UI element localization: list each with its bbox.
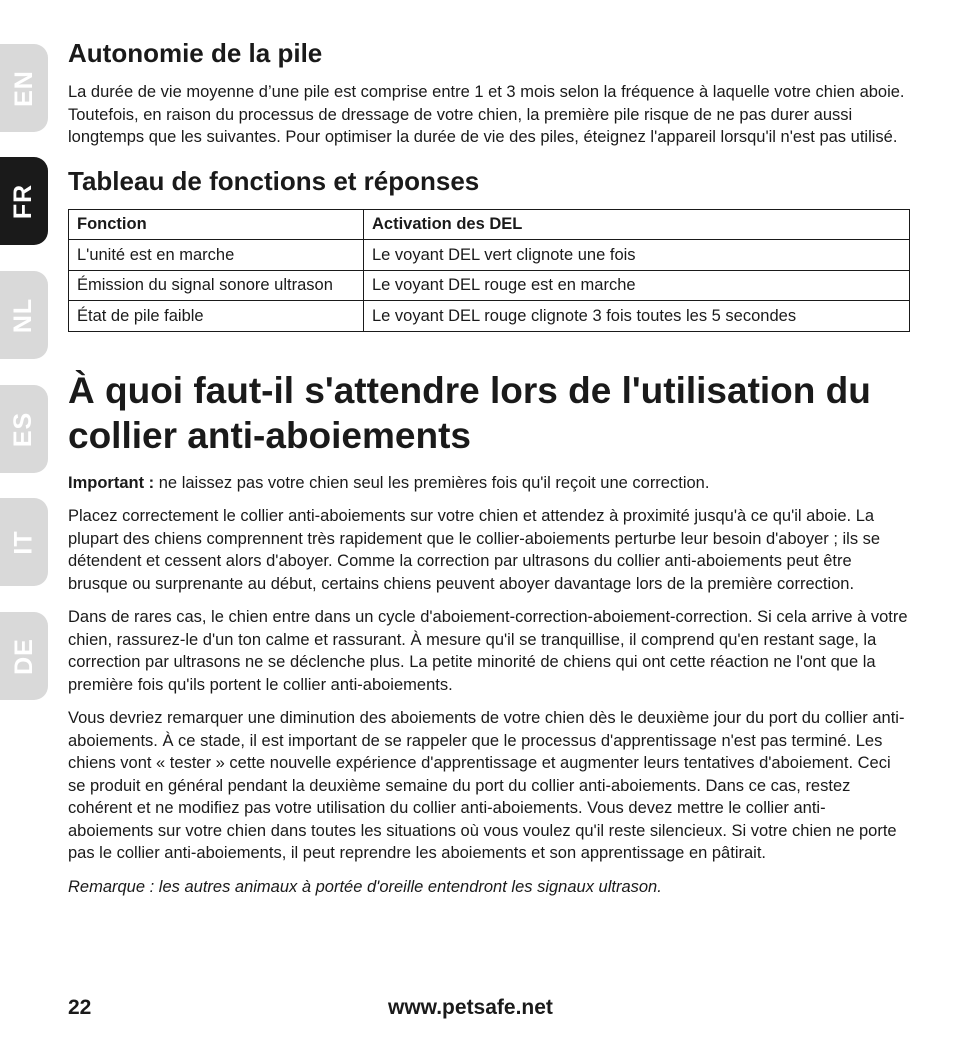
lang-tab-label: ES	[9, 411, 38, 447]
lang-tab-de[interactable]	[0, 612, 48, 700]
table-header-row	[69, 209, 910, 240]
function-table-heading: Tableau de fonctions et réponses	[68, 165, 480, 196]
note-paragraph: Remarque : les autres animaux à portée d'oreille entendront les signaux ultrason.	[68, 877, 662, 896]
table-row	[69, 270, 910, 301]
function-table	[68, 209, 910, 332]
function-table-section	[68, 166, 910, 332]
table-cell: Émission du signal sonore ultrason	[69, 270, 364, 301]
lang-tab-nl[interactable]	[0, 271, 48, 359]
lang-tab-label: EN	[9, 69, 38, 107]
body-paragraph-1: Placez correctement le collier anti-aboiements sur votre chien et attendez à proximité jusqu'à ce qu'il aboie. La plupart des chiens comprennent très rapidement que le collier-aboiements perturbe leur besoin d'aboyer ; ils se détendent et cessent alors d'aboyer. Comme la correction par ultrasons du collier anti-aboiements peut être brusque ou surprenante au début, certains chiens peuvent aboyer davantage lors de la première correction.	[68, 507, 881, 593]
table-row	[69, 240, 910, 271]
lang-tab-es[interactable]	[0, 385, 48, 473]
table-cell: État de pile faible	[69, 301, 364, 332]
battery-paragraph: La durée de vie moyenne d’une pile est comprise entre 1 et 3 mois selon la fréquence à laquelle votre chien aboie. Toutefois, en raison du processus de dressage de votre chien, la première pile risque de ne pas durer aussi longtemps que les suivantes. Pour optimiser la durée de vie des piles, éteignez l'appareil lorsqu'il n'est pas utilisé.	[68, 83, 905, 147]
table-row	[69, 301, 910, 332]
page-number: 22	[68, 996, 92, 1019]
important-paragraph	[68, 472, 910, 495]
lang-tab-fr[interactable]	[0, 157, 48, 245]
table-cell: L'unité est en marche	[69, 240, 364, 271]
lang-tab-label: NL	[9, 297, 38, 333]
website-link[interactable]: www.petsafe.net	[388, 996, 553, 1019]
table-cell: Le voyant DEL rouge clignote 3 fois toutes les 5 secondes	[364, 301, 910, 332]
table-header-cell: Activation des DEL	[364, 209, 910, 240]
lang-tab-it[interactable]	[0, 498, 48, 586]
lang-tab-en[interactable]	[0, 44, 48, 132]
important-label: Important :	[68, 473, 155, 492]
expectations-section	[68, 368, 910, 899]
battery-heading: Autonomie de la pile	[68, 38, 323, 68]
body-paragraph-2: Dans de rares cas, le chien entre dans un cycle d'aboiement-correction-aboiement-correction. Si cela arrive à votre chien, rassurez-le d'un ton calme et rassurant. À mesure qu'il se tranquillise, il comprend qu'en restant sage, la correction par ultrasons ne se déclenche plus. La petite minorité de chiens qui ont cette réaction ne l'ont que la première fois qu'ils portent le collier anti-aboiements.	[68, 608, 908, 694]
table-cell: Le voyant DEL vert clignote une fois	[364, 240, 910, 271]
important-text: ne laissez pas votre chien seul les premières fois qu'il reçoit une correction.	[154, 473, 710, 492]
body-paragraph-3: Vous devriez remarquer une diminution des aboiements de votre chien dès le deuxième jour du port du collier anti-aboiements. À ce stade, il est important de se rappeler que le processus d'apprentissage n'est pas terminé. Les chiens vont « tester » cette nouvelle expérience d'apprentissage et augmenter leurs tentatives d'aboiement. Ceci se produit en général pendant la deuxième semaine du port du collier anti-aboiements. Dans ce cas, restez cohérent et ne modifiez pas votre utilisation du collier anti-aboiements. Vous devez mettre le collier anti-aboiements sur votre chien dans toutes les situations où vous voulez qu'il reste silencieux. Si votre chien ne porte pas le collier anti-aboiements, il peut reprendre les aboiements et son apprentissage en pâtirait.	[68, 709, 905, 863]
battery-section	[68, 38, 910, 149]
lang-tab-label: IT	[9, 529, 38, 555]
lang-tab-label: FR	[9, 183, 38, 219]
table-header-cell: Fonction	[69, 209, 364, 240]
expectations-heading: À quoi faut-il s'attendre lors de l'utilisation du collier anti-aboiements	[68, 369, 871, 456]
table-cell: Le voyant DEL rouge est en marche	[364, 270, 910, 301]
lang-tab-label: DE	[9, 637, 38, 675]
page-content	[68, 38, 910, 898]
page-footer	[68, 996, 910, 1026]
